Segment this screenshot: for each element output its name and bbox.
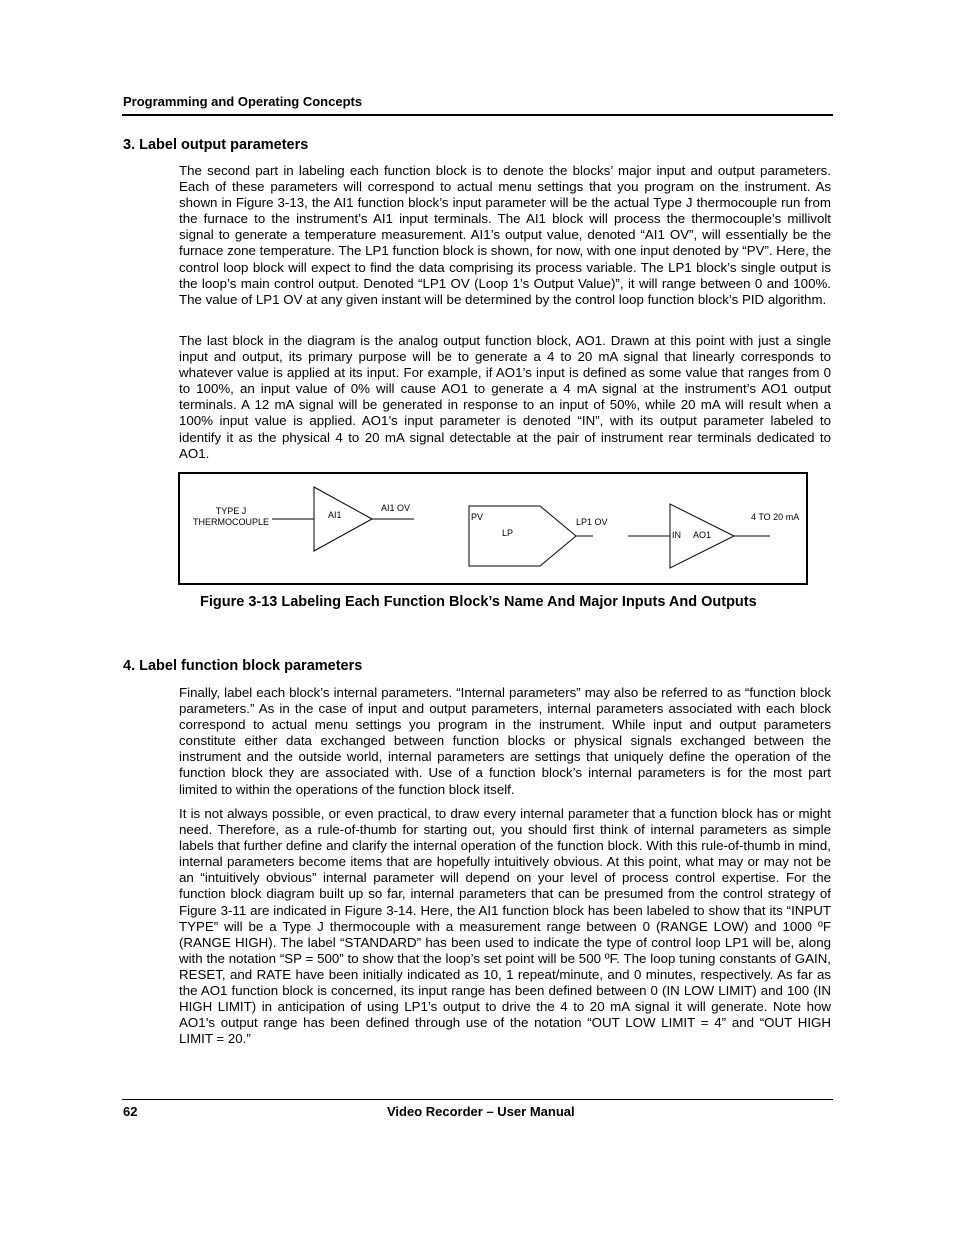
paragraph-output-parameters-1: The second part in labeling each function block is to denote the blocks’ major input and output parameters. Each of these parameters will correspond to actual menu settings that you program on the instrument. As shown in Figure 3-13, the AI1 function block’s input parameter will be the actual Type J thermocouple run from the furnace to the instrument’s AI1 input terminals. The AI1 block will process the thermocouple’s millivolt signal to generate a temperature measurement. AI1’s output value, denoted “AI1 OV”, will essentially be the furnace zone temperature. The LP1 function block is shown, for now, with one input denoted by “PV”. Here, the control loop block will expect to find the data comprising its process variable. The LP1 block’s single output is the loop’s main control output. Denoted “LP1 OV (Loop 1’s Output Value)”, it will range between 0 and 100%. The value of LP1 OV at any given instant will be determined by the control loop function block’s PID algorithm. bbox=[179, 163, 831, 307]
label-lp1-ov: LP1 OV bbox=[576, 517, 608, 527]
label-lp: LP bbox=[502, 528, 514, 538]
label-ao1: AO1 bbox=[693, 530, 712, 540]
label-thermocouple: THERMOCOUPLE bbox=[192, 517, 270, 527]
section-heading-label-function-block-parameters: 4. Label function block parameters bbox=[123, 658, 363, 674]
paragraph-output-parameters-2: The last block in the diagram is the analog output function block, AO1. Drawn at this point with just a single input and output, its primary purpose will be to generate a 4 to 20 mA signal that linearly corresponds to whatever value is applied at its input. For example, if AO1’s input is defined as some value that ranges from 0 to 100%, an input value of 0% will cause AO1 to generate a 4 mA signal at the instrument’s AO1 output terminals. A 12 mA signal will be generated in response to an input of 50%, while 20 mA will result when a 100% input value is applied. AO1’s input parameter is denoted “IN”, with its output parameter labeled to identify it as the physical 4 to 20 mA signal detectable at the pair of instrument rear terminals dedicated to AO1. bbox=[179, 333, 831, 461]
footer-rule bbox=[122, 1099, 833, 1100]
label-in: IN bbox=[672, 530, 681, 540]
paragraph-function-block-parameters-2: It is not always possible, or even practical, to draw every internal parameter that a function block has or might need. Therefore, as a rule-of-thumb for starting out, you should first think of internal parameters as simple labels that further define and clarify the internal operation of the function block. With this rule-of-thumb in mind, internal parameters become items that are hopefully intuitively obvious. At this point, what may or may not be an “intuitively obvious” internal parameter will depend on your level of process control expertise. For the function block diagram built up so far, internal parameters that can be presumed from the control strategy of Figure 3-11 are indicated in Figure 3-14. Here, the AI1 function block has been labeled to show that its “INPUT TYPE” will be a Type J thermocouple with a measurement range between 0 (RANGE LOW) and 1000 ºF (RANGE HIGH). The label “STANDARD” has been used to indicate the type of control loop LP1 will be, along with the notation “SP = 500” to show that the loop’s set point will be 500 ºF. The loop tuning constants of GAIN, RESET, and RATE have been initially indicated as 10, 1 repeat/minute, and 0 minutes, respectively. As far as the AO1 function block is concerned, its input range has been defined between 0 (IN LOW LIMIT) and 100 (IN HIGH LIMIT) in anticipation of using LP1’s output to drive the 4 to 20 mA signal it will generate. Note how AO1’s output range has been defined through use of the notation “OUT LOW LIMIT = 4” and “OUT HIGH LIMIT = 20.” bbox=[179, 806, 831, 1047]
page-header-title: Programming and Operating Concepts bbox=[123, 94, 363, 109]
label-4-to-20-ma: 4 TO 20 mA bbox=[751, 512, 800, 522]
label-ai1-ov: AI1 OV bbox=[381, 503, 411, 513]
header-rule bbox=[122, 114, 833, 116]
ai1-block bbox=[314, 487, 372, 551]
paragraph-function-block-parameters-1: Finally, label each block’s internal parameters. “Internal parameters” may also be referred to as “function block parameters.” As in the case of input and output parameters, internal parameters associated with each block correspond to actual menu settings you program in the instrument. While input and output parameters constitute either data exchanged between function blocks or physical signals exchanged between the instrument and the outside world, internal parameters are settings that uniquely define the operation of the function block they are associated with. Use of a function block’s internal parameters is for the most part limited to within the operations of the function block itself. bbox=[179, 685, 831, 797]
function-block-diagram bbox=[178, 472, 808, 585]
label-pv: PV bbox=[471, 512, 484, 522]
footer-page-number: 62 bbox=[123, 1104, 138, 1119]
footer-manual-title: Video Recorder – User Manual bbox=[387, 1104, 575, 1119]
label-ai1: AI1 bbox=[328, 510, 342, 520]
figure-caption: Figure 3-13 Labeling Each Function Block’s Name And Major Inputs And Outputs bbox=[200, 594, 757, 610]
section-heading-label-output-parameters: 3. Label output parameters bbox=[123, 137, 309, 153]
function-block-diagram-svg bbox=[180, 474, 806, 583]
lp-block bbox=[469, 506, 576, 566]
label-type-j: TYPE J bbox=[215, 506, 247, 516]
